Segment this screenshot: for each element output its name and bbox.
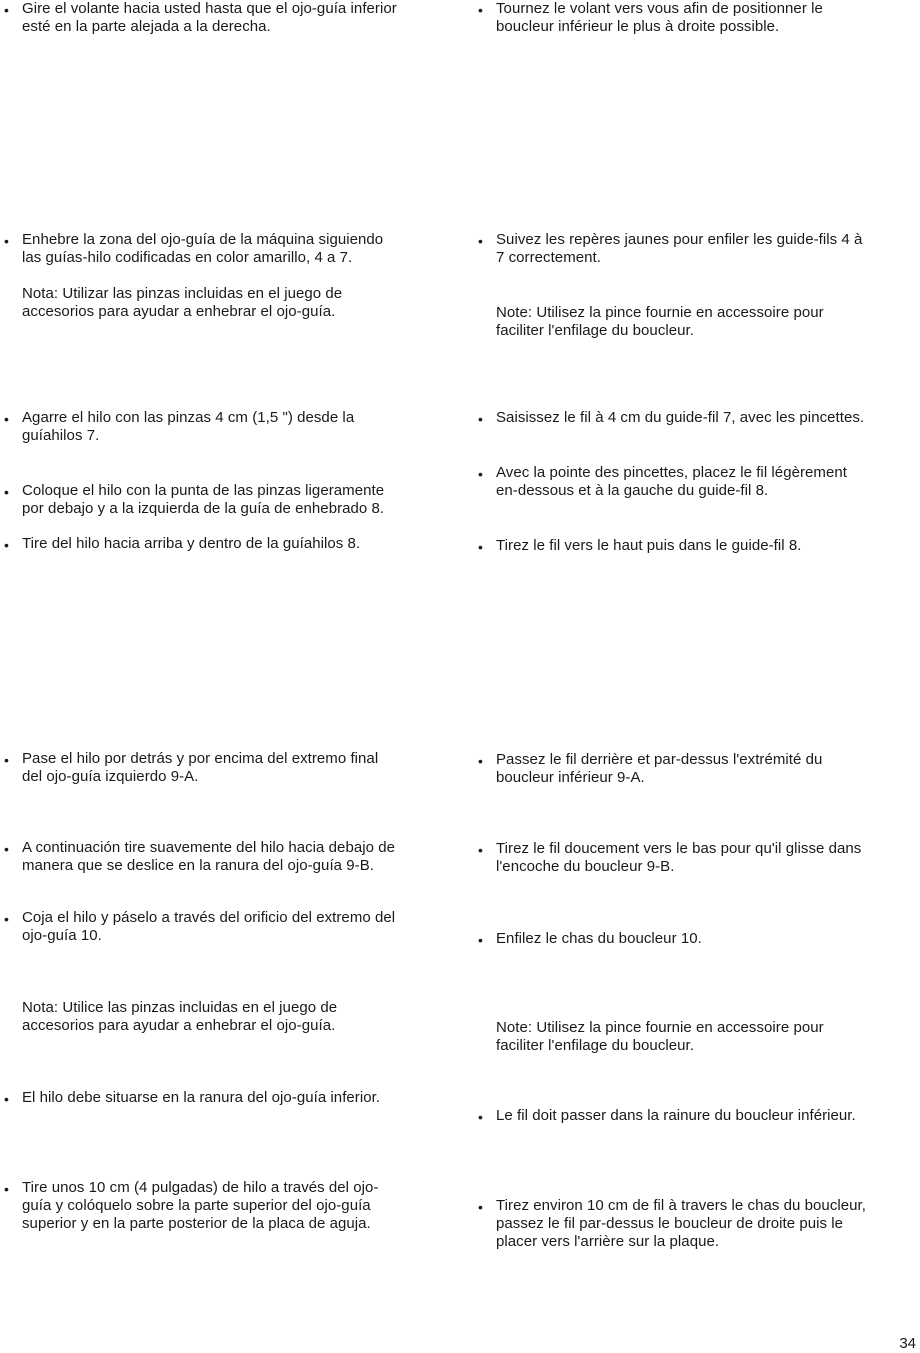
fr-instruction-text: Tournez le volant vers vous afin de positionner le boucleur inférieur le plus à droite possible.	[496, 0, 823, 35]
es-instruction-text: Coloque el hilo con la punta de las pinzas ligeramente por debajo y a la izquierda de la guía de enhebrado 8.	[22, 482, 385, 517]
page-number: 34	[899, 1335, 916, 1352]
fr-instruction-text: Enfilez le chas du boucleur 10.	[496, 930, 702, 947]
fr-instruction-text: Tirez le fil vers le haut puis dans le guide-fil 8.	[496, 537, 802, 554]
es-instruction-text: Pase el hilo por detrás y por encima del extremo final del ojo-guía izquierdo 9-A.	[22, 750, 379, 785]
es-note-text: Nota: Utilizar las pinzas incluidas en el juego de accesorios para ayudar a enhebrar el ojo-guía.	[22, 285, 343, 320]
bullet-icon: •	[4, 752, 9, 768]
fr-instruction-text: Avec la pointe des pincettes, placez le fil légèrement en-dessous et à la gauche du guide-fil 8.	[496, 464, 847, 499]
es-instruction-text: A continuación tire suavemente del hilo hacia debajo de manera que se deslice en la ranura del ojo-guía 9-B.	[22, 839, 396, 874]
bullet-icon: •	[4, 1181, 9, 1197]
bullet-icon: •	[4, 537, 9, 553]
bullet-icon: •	[4, 411, 9, 427]
fr-instruction-text: Saisissez le fil à 4 cm du guide-fil 7, avec les pincettes.	[496, 409, 865, 426]
fr-note-text: Note: Utilisez la pince fournie en accessoire pour faciliter l'enfilage du boucleur.	[496, 304, 824, 339]
es-note-text: Nota: Utilice las pinzas incluidas en el juego de accesorios para ayudar a enhebrar el ojo-guía.	[22, 999, 338, 1034]
bullet-icon: •	[478, 466, 483, 482]
bullet-icon: •	[478, 233, 483, 249]
es-instruction-text: Tire del hilo hacia arriba y dentro de la guíahilos 8.	[22, 535, 361, 552]
bullet-icon: •	[4, 841, 9, 857]
bullet-icon: •	[4, 1091, 9, 1107]
fr-instruction-text: Suivez les repères jaunes pour enfiler les guide-fils 4 à 7 correctement.	[496, 231, 863, 266]
fr-instruction-text: Le fil doit passer dans la rainure du boucleur inférieur.	[496, 1107, 856, 1124]
bullet-icon: •	[478, 1109, 483, 1125]
fr-instruction-text: Tirez environ 10 cm de fil à travers le chas du boucleur, passez le fil par-dessus le boucleur de droite puis le placer vers l'arrière sur la plaque.	[496, 1197, 866, 1250]
bullet-icon: •	[478, 1199, 483, 1215]
bullet-icon: •	[478, 411, 483, 427]
es-instruction-text: Agarre el hilo con las pinzas 4 cm (1,5 ") desde la guíahilos 7.	[22, 409, 355, 444]
es-instruction-text: El hilo debe situarse en la ranura del ojo-guía inferior.	[22, 1089, 381, 1106]
es-instruction-text: Tire unos 10 cm (4 pulgadas) de hilo a través del ojo- guía y colóquelo sobre la parte superior del ojo-guía superior y en la parte posterior de la placa de aguja.	[22, 1179, 379, 1232]
fr-instruction-text: Tirez le fil doucement vers le bas pour qu'il glisse dans l'encoche du boucleur 9-B.	[496, 840, 862, 875]
bullet-icon: •	[478, 932, 483, 948]
bullet-icon: •	[4, 2, 9, 18]
bullet-icon: •	[478, 753, 483, 769]
es-instruction-text: Coja el hilo y páselo a través del orificio del extremo del ojo-guía 10.	[22, 909, 396, 944]
bullet-icon: •	[478, 842, 483, 858]
bullet-icon: •	[4, 484, 9, 500]
bullet-icon: •	[4, 233, 9, 249]
bullet-icon: •	[478, 539, 483, 555]
es-instruction-text: Enhebre la zona del ojo-guía de la máquina siguiendo las guías-hilo codificadas en color amarillo, 4 a 7.	[22, 231, 384, 266]
bullet-icon: •	[4, 911, 9, 927]
fr-note-text: Note: Utilisez la pince fournie en accessoire pour faciliter l'enfilage du boucleur.	[496, 1019, 824, 1054]
bullet-icon: •	[478, 2, 483, 18]
fr-instruction-text: Passez le fil derrière et par-dessus l'extrémité du boucleur inférieur 9-A.	[496, 751, 823, 786]
es-instruction-text: Gire el volante hacia usted hasta que el ojo-guía inferior esté en la parte alejada a la derecha.	[22, 0, 397, 35]
